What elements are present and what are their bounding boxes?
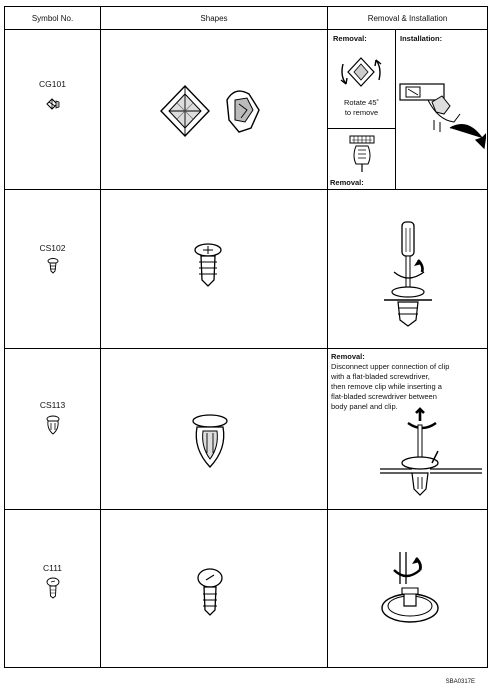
removal-heading: Removal: — [330, 178, 364, 187]
screwdriver-removal-illustration — [380, 220, 440, 330]
removal-installation-cell — [328, 510, 488, 668]
clip-symbol-icon — [45, 96, 61, 112]
symbol-code: C111 — [42, 563, 63, 573]
flat-screwdriver-removal-illustration — [378, 407, 487, 503]
symbol-cell — [5, 510, 101, 668]
install-clip-illustration — [398, 60, 486, 150]
inner-divider — [395, 30, 396, 189]
table-row — [5, 190, 488, 349]
push-clip-symbol-icon — [46, 415, 60, 435]
symbol-cell — [5, 190, 101, 349]
header-removal-installation: Removal & Installation — [328, 7, 488, 30]
twist-removal-illustration — [376, 548, 446, 628]
shape-cell — [101, 190, 328, 349]
figure-reference-code: SBA0317E — [445, 679, 475, 685]
rotate-instruction: to remove — [344, 108, 379, 117]
instruction-line: body panel and clip. — [331, 402, 398, 411]
c111-clip-drawing — [197, 568, 223, 616]
rotate-clip-illustration — [338, 50, 384, 94]
header-symbol-no: Symbol No. — [5, 7, 101, 30]
table-row — [5, 510, 488, 668]
cs102-clip-drawing — [193, 242, 223, 288]
removal-installation-cell — [328, 190, 488, 349]
trim-clip-symbol-icon — [46, 577, 60, 599]
symbol-code: CS113 — [39, 400, 66, 410]
table-row — [5, 30, 488, 190]
clip-table — [4, 6, 488, 668]
shape-cell — [101, 349, 328, 510]
installation-heading: Installation: — [400, 34, 443, 43]
shape-cell — [101, 30, 328, 190]
removal-heading: Removal: — [331, 352, 365, 361]
removal-installation-cell — [328, 30, 488, 190]
rotate-instruction: Rotate 45˚ — [343, 98, 380, 107]
screw-clip-symbol-icon — [47, 258, 59, 274]
inner-divider — [328, 128, 395, 129]
pull-clip-illustration — [342, 132, 382, 174]
cg101-clip-drawing — [155, 80, 275, 142]
instruction-line: then remove clip while inserting a — [331, 382, 442, 391]
cs113-clip-drawing — [191, 413, 229, 469]
symbol-code: CG101 — [39, 79, 66, 89]
removal-installation-cell — [328, 349, 488, 510]
header-shapes: Shapes — [101, 7, 328, 30]
instruction-line: with a flat-bladed screwdriver, — [331, 372, 430, 381]
removal-heading: Removal: — [333, 34, 367, 43]
instruction-line: Disconnect upper connection of clip — [331, 362, 450, 371]
table-row — [5, 349, 488, 510]
symbol-code: CS102 — [39, 243, 66, 253]
instruction-line: flat-bladed screwdriver between — [331, 392, 437, 401]
symbol-cell — [5, 349, 101, 510]
symbol-cell — [5, 30, 101, 190]
shape-cell — [101, 510, 328, 668]
header-row — [5, 7, 488, 30]
